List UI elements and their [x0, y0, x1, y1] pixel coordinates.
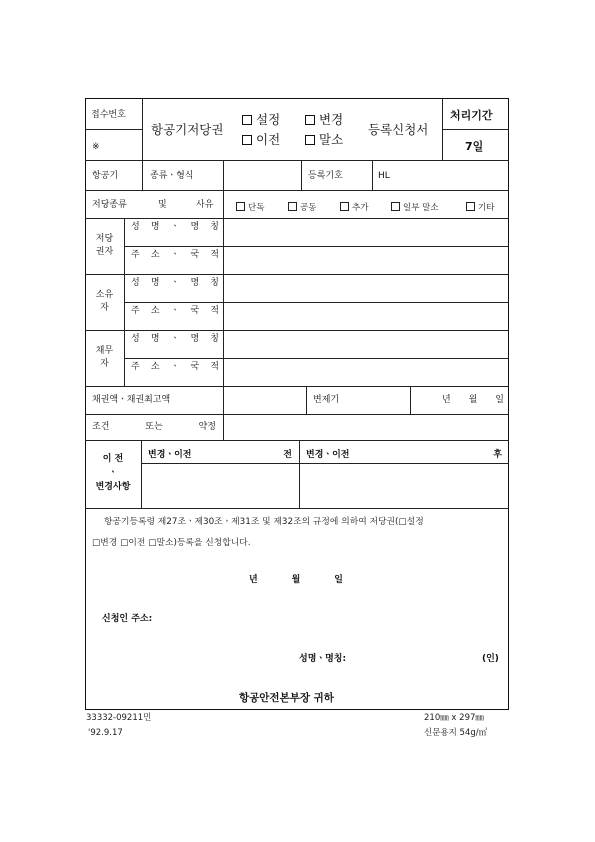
address-label: 주 소 ㆍ 국 적	[131, 250, 219, 260]
type-model-label: 종류ㆍ형식	[150, 171, 194, 181]
mortgagee-group	[85, 218, 124, 274]
form-number: 33332-09211민	[86, 713, 152, 723]
divider	[410, 386, 411, 414]
form-title-prefix: 항공기저당권	[151, 122, 224, 137]
mortgage-and-label: 및	[158, 200, 167, 210]
option-label: 일부 말소	[403, 203, 439, 213]
applicant-address-label: 신청인 주소:	[102, 614, 153, 624]
divider	[85, 129, 142, 130]
checkbox-icon	[242, 135, 252, 145]
owner-label: 소유 자	[95, 289, 114, 313]
form-title-suffix: 등록신청서	[368, 122, 429, 137]
address-label: 주 소 ㆍ 국 적	[131, 306, 219, 316]
processing-period-value: 7일	[465, 140, 484, 153]
mortgagee-address-field[interactable]	[224, 247, 507, 273]
divider	[142, 98, 143, 160]
option-label: 추가	[352, 203, 369, 213]
address-label: 주 소 ㆍ 국 적	[131, 362, 219, 372]
checkbox-icon	[236, 202, 245, 211]
divider	[372, 160, 373, 190]
applicant-address-field[interactable]	[165, 608, 500, 628]
owner-name-field[interactable]	[224, 275, 507, 301]
name-label: 성 명 ㆍ 명 칭	[131, 278, 219, 288]
checkbox-change[interactable]	[305, 114, 343, 127]
owner-address-field[interactable]	[224, 303, 507, 329]
type-model-field[interactable]	[224, 161, 300, 189]
option-sole[interactable]	[236, 201, 264, 213]
option-joint[interactable]	[288, 201, 316, 213]
debtor-label: 채무 자	[95, 345, 114, 369]
statement-line-2: □변경 □이전 □말소)등록을 신청합니다.	[92, 538, 251, 548]
debtor-address-field[interactable]	[224, 359, 507, 385]
change-items-group	[85, 440, 141, 508]
option-other[interactable]	[466, 201, 494, 213]
option-label: 단독	[248, 203, 265, 213]
application-date[interactable]: 년 월 일	[249, 575, 343, 585]
change-label: 변경	[319, 112, 344, 127]
before-change-header	[148, 447, 292, 460]
recipient: 항공안전본부장 귀하	[239, 692, 334, 704]
checkbox-cancel[interactable]	[305, 134, 343, 147]
option-label: 기타	[478, 203, 495, 213]
registration-mark-label: 등록기호	[308, 171, 343, 181]
option-additional[interactable]	[340, 201, 368, 213]
mortgagee-name-field[interactable]	[224, 219, 507, 245]
transfer-label: 이전	[256, 132, 281, 147]
registration-mark-field[interactable]	[392, 161, 507, 189]
seal-mark: (인)	[482, 654, 499, 664]
aircraft-label: 항공기	[92, 171, 119, 181]
claim-amount-field[interactable]	[224, 387, 305, 413]
name-signature-field[interactable]	[354, 648, 474, 668]
checkbox-icon	[242, 115, 252, 125]
terms-field[interactable]	[224, 415, 507, 439]
mortgage-reason-label: 사유	[196, 200, 214, 210]
mortgage-type-label: 저당종류	[92, 200, 127, 210]
mortgagee-label: 저당 권자	[95, 233, 114, 257]
debtor-group	[85, 330, 124, 386]
after-label: 후	[493, 450, 502, 460]
asterisk-mark: ※	[92, 142, 100, 152]
owner-group	[85, 274, 124, 330]
registration-prefix: HL	[378, 171, 390, 181]
checkbox-icon	[305, 115, 315, 125]
before-change-label: 변경ㆍ이전	[148, 450, 192, 460]
debtor-name-field[interactable]	[224, 331, 507, 357]
due-date-field[interactable]: 년 월 일	[442, 395, 504, 405]
divider	[85, 190, 509, 191]
checkbox-icon	[288, 202, 297, 211]
cancel-label: 말소	[319, 132, 344, 147]
before-label: 전	[283, 450, 292, 460]
receipt-number-label: 접수번호	[91, 110, 126, 120]
name-signature-label: 성명ㆍ명칭:	[299, 654, 347, 664]
after-change-header	[306, 447, 502, 460]
divider	[301, 160, 302, 190]
option-label: 공동	[300, 203, 317, 213]
statement-line-1: 항공기등록령 제27조ㆍ제30조ㆍ제31조 및 제32조의 규정에 의하여 저당권(□설정	[104, 517, 424, 527]
checkbox-transfer[interactable]	[242, 134, 280, 147]
divider	[142, 160, 143, 190]
option-partial-cancel[interactable]	[391, 201, 439, 213]
form-date: '92.9.17	[88, 728, 123, 738]
divider	[85, 440, 509, 441]
checkbox-icon	[340, 202, 349, 211]
processing-period-label: 처리기간	[450, 109, 493, 122]
divider	[223, 190, 224, 218]
terms-label: 조건 또는 약정	[92, 422, 216, 432]
due-date-label: 변제기	[313, 395, 340, 405]
name-label: 성 명 ㆍ 명 칭	[131, 334, 219, 344]
checkbox-icon	[305, 135, 315, 145]
name-label: 성 명 ㆍ 명 칭	[131, 222, 219, 232]
paper-type: 신문용지 54g/㎡	[424, 728, 488, 738]
checkbox-icon	[466, 202, 475, 211]
checkbox-icon	[391, 202, 400, 211]
after-change-field[interactable]	[300, 464, 507, 507]
after-change-label: 변경ㆍ이전	[306, 450, 350, 460]
paper-size: 210㎜ x 297㎜	[424, 713, 484, 723]
setting-label: 설정	[256, 112, 281, 127]
before-change-field[interactable]	[142, 464, 298, 507]
checkbox-setting[interactable]	[242, 114, 280, 127]
change-items-label: 이 전 ㆍ 변경사항	[95, 454, 131, 492]
claim-amount-label: 채권액ㆍ채권최고액	[92, 395, 171, 405]
divider	[85, 508, 509, 509]
divider	[442, 129, 509, 130]
divider	[306, 386, 307, 414]
